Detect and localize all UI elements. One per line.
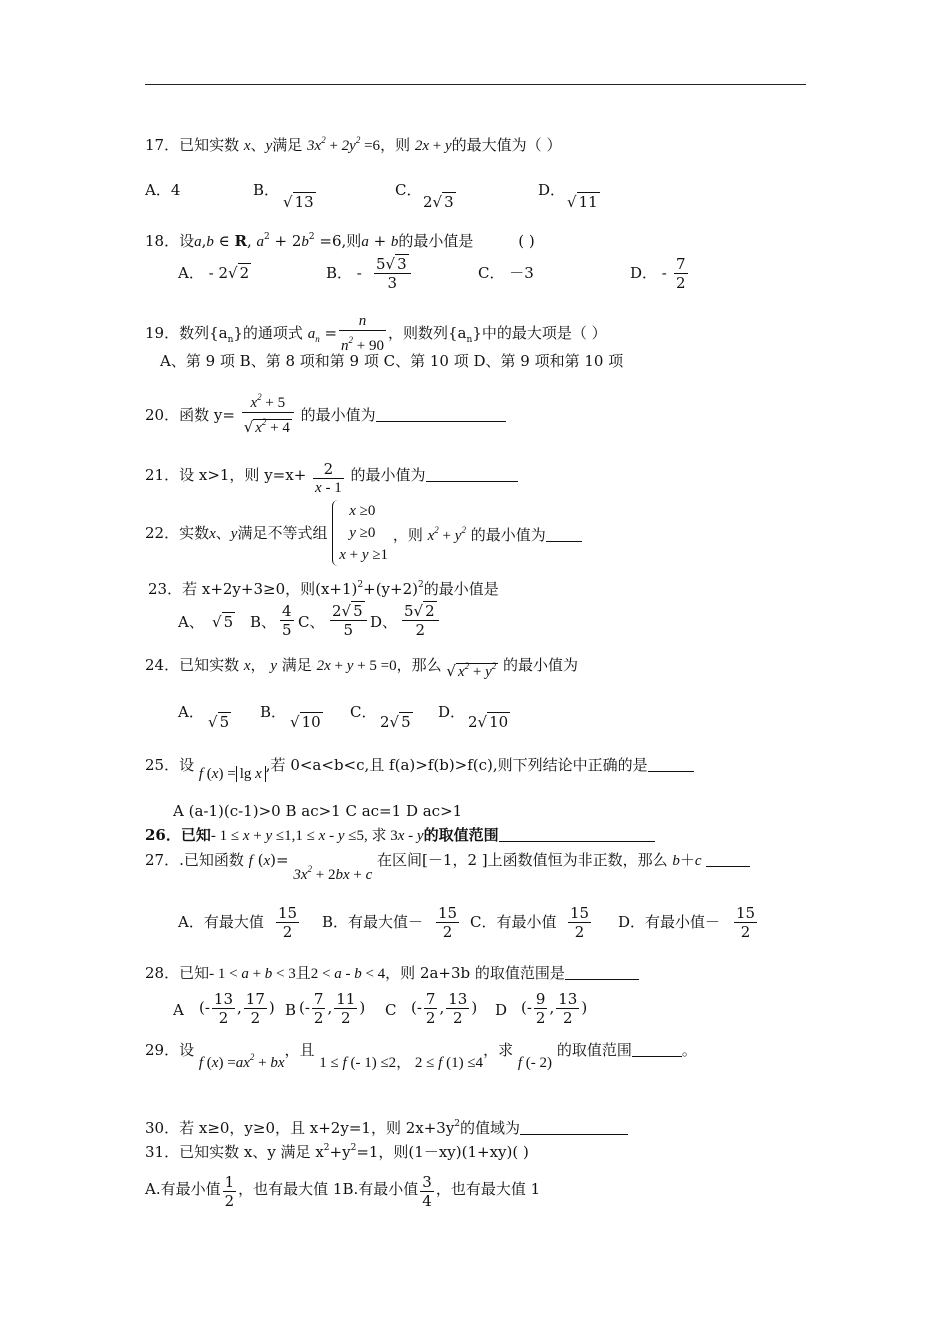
question-22: 22．实数x、y满足不等式组 x ≥0 y ≥0 x + y ≥1 ，则 $x^2 + y^2$ 的最小值为: [145, 500, 582, 566]
question-17-options: A．4 B． √ 13 C． 2√ 3 D． √ 11: [145, 181, 598, 211]
header-rule: [145, 84, 806, 85]
question-28: 28．已知- 1 < a + b < 3且2 < a - b < 4，则 2a+3b 的取值范围是: [145, 963, 639, 984]
question-17: 17．已知实数 x、y满足 $3x^2 + 2y^2 =6$，则 2x + y的最大值为（ ）: [145, 135, 562, 154]
question-23-options: A、 √ 5 B、 $\frac{4}{5}$ C、 $\frac{2√ 5}{5}$ D、 $\frac{5√ 2}{2}$: [178, 602, 478, 646]
answer-blank-28[interactable]: [565, 965, 639, 980]
question-19: 19．数列$\{a_n\}$的通项式 $a_n$ = $\frac{n}{n^2 + 90}$ ，则数列$\{a_n\}$中的最大项是（ ）: [145, 313, 607, 354]
question-30: 30．若 x≥0，y≥0，且 x+2y=1，则 $2x+3y^2$的值域为: [145, 1114, 628, 1138]
question-20: 20．函数 y= $\frac{x^2 + 5}{√ x^2 + 4}$ 的最小值为: [145, 388, 506, 437]
question-23: 23．若 x+2y+3≥0，则$(x+1)^2+(y+2)^2$的最小值是: [148, 580, 499, 598]
question-26: 26．已知- 1 ≤ x + y ≤1,1 ≤ x - y ≤5, 求 3x - y的取值范围: [145, 825, 655, 846]
question-25: 25．设 f (x) = lg x ,若 0<a<b<c,且 f(a)>f(b)>f(c),则下列结论中正确的是: [145, 755, 694, 784]
answer-blank-29[interactable]: [632, 1042, 682, 1057]
answer-blank-22[interactable]: [546, 527, 582, 542]
question-27-options: A．有最大值 $\frac{15}{2}$ B．有最大值－ $\frac{15}{2}$ C．有最小值 $\frac{15}{2}$ D．有最小值－ $\frac{15}{2}$: [178, 904, 756, 941]
answer-blank-27[interactable]: [706, 852, 750, 867]
question-25-options: A (a-1)(c-1)>0 B ac>1 C ac=1 D ac>1: [173, 802, 463, 820]
question-27: 27．.已知函数 f $(x)= 3x^2 + 2bx + c$ 在区间[－1，2 ]上函数值恒为非正数，那么 b＋c: [145, 850, 750, 885]
question-28-options: A (- $\frac{13}{2}$ , $\frac{17}{2}$ ) B (- $\frac{7}{2}$ , $\frac{11}{2}$ ) C (- $\frac{7}{2}$ , $\frac{13}{2}$ ) D (- $\frac{9}{2}$ , $\frac{13}{2}$ ): [173, 990, 588, 1027]
answer-blank-30[interactable]: [520, 1120, 628, 1135]
question-31: 31．已知实数 x、y 满足 $x^2+y^2=1$，则(1－xy)(1+xy)( ): [145, 1143, 529, 1161]
question-19-options: A、第 9 项 B、第 8 项和第 9 项 C、第 10 项 D、第 9 项和第 10 项: [160, 352, 624, 370]
question-18: 18．设a,b ∈ R, $a^2 + 2b^2 =6$,则a + b的最小值是 ( ): [145, 232, 535, 250]
answer-blank-25[interactable]: [648, 757, 694, 772]
question-24: 24．已知实数 x， y 满足 2x + y + 5 =0，那么 √ $x^2 + y^2$ 的最小值为: [145, 656, 579, 680]
answer-blank-21[interactable]: [426, 467, 518, 482]
question-31-options: A.有最小值 $\frac{1}{2}$ ，也有最大值 1B.有最小值 $\frac{3}{4}$ ，也有最大值 1: [145, 1173, 541, 1210]
answer-blank-26[interactable]: [499, 827, 655, 842]
question-29: 29．设 f $(x) =ax^2$ + bx，且 1 ≤ f (- 1) ≤2， 2 ≤ f (1) ≤4，求 f (- 2) 的取值范围 。: [145, 1041, 697, 1071]
question-18-options: A． - 2√ 2 B． - $\frac{5√ 3}{3}$ C． －3 D． - $\frac{7}{2}$: [178, 255, 686, 292]
question-21: 21．设 x>1，则 y=x+ $\frac{2}{x - 1}$ 的最小值为: [145, 460, 518, 497]
answer-blank-20[interactable]: [376, 407, 506, 422]
question-24-options: A． √ 5 B． √ 10 C． 2√ 5 D． 2√ 10: [178, 703, 509, 731]
